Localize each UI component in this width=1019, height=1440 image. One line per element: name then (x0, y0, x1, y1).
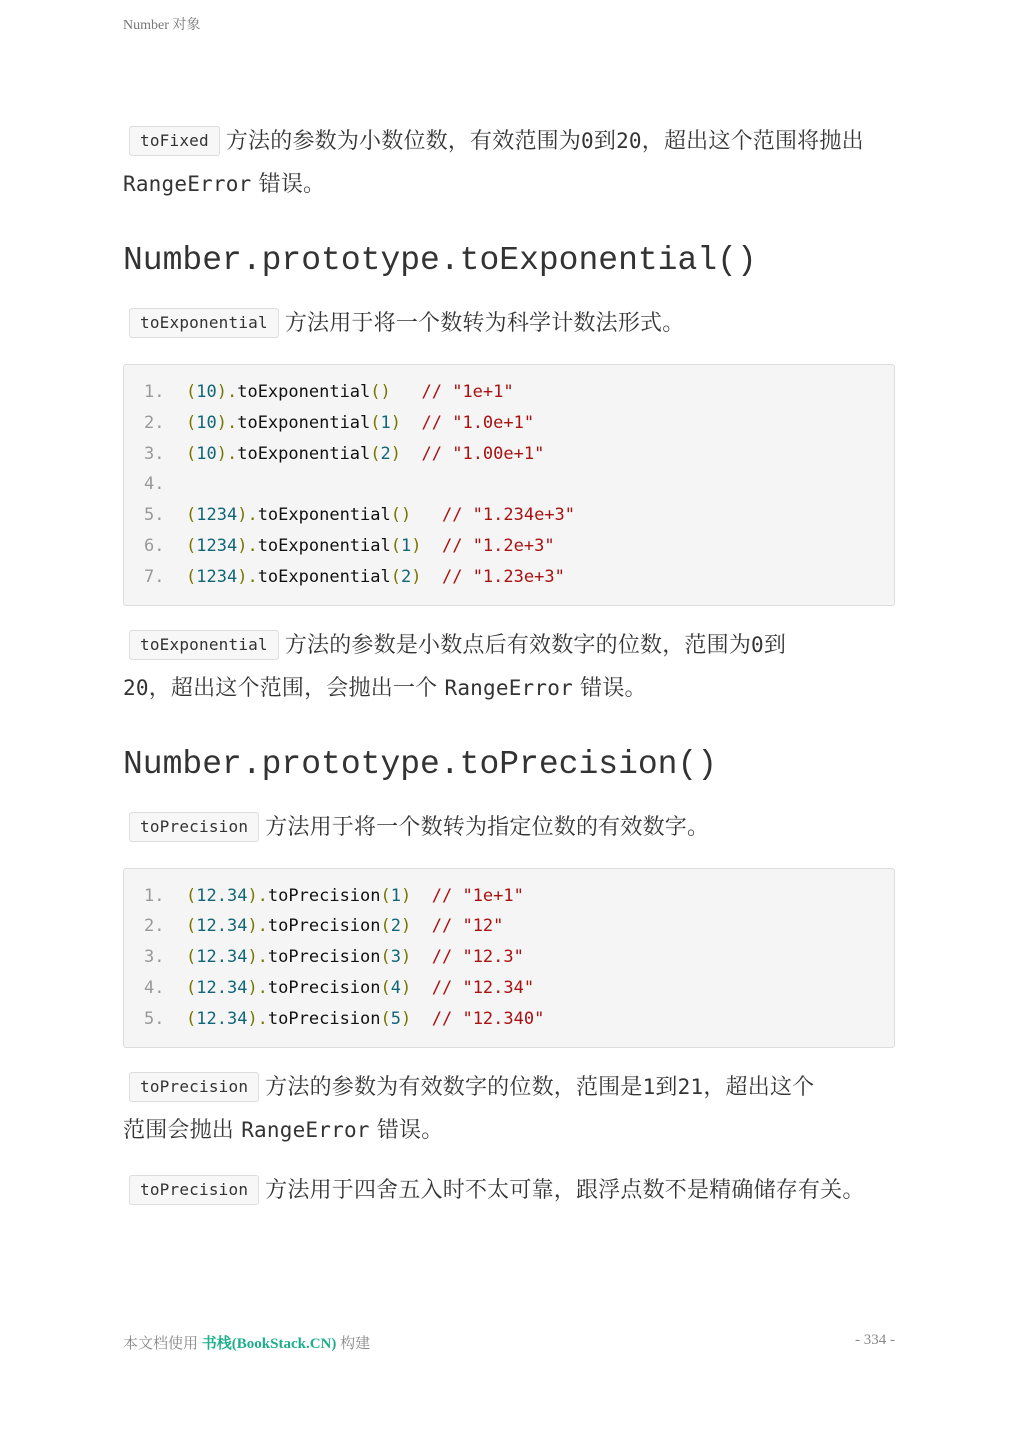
code-token: ( (370, 382, 381, 402)
code-token: ( (186, 443, 197, 464)
code-token: ). (247, 947, 268, 968)
line-number: 5. (144, 505, 165, 526)
code-token: toPrecision (267, 977, 381, 998)
code-token: ( (390, 535, 401, 556)
line-number: 1. (144, 382, 165, 402)
code-token: toPrecision (267, 916, 381, 937)
code-token: // "1e+1" (431, 885, 524, 906)
code-token: ). (247, 916, 268, 937)
code-token: ( (380, 885, 391, 906)
code-token: // "1.0e+1" (421, 412, 535, 433)
code-token: 10 (196, 443, 217, 464)
code-token: ( (186, 566, 197, 587)
code-token (391, 382, 422, 402)
code-token: ). (237, 505, 258, 526)
code-token: ( (370, 412, 381, 433)
code-line (144, 911, 894, 942)
code-token: 12.34 (196, 916, 248, 937)
code-token: 12.34 (196, 977, 248, 998)
code-token: toExponential (237, 412, 371, 433)
code-block-toexponential (123, 364, 895, 606)
toprecision-intro: toPrecision 方法用于将一个数转为指定位数的有效数字。 (123, 807, 895, 849)
code-token (422, 567, 442, 587)
code-token: toPrecision (267, 885, 381, 906)
code-token: 10 (196, 382, 217, 402)
line-number: 7. (144, 566, 165, 587)
code-token: ( (186, 535, 197, 556)
code-token: ( (186, 885, 197, 906)
code-token: ( (186, 505, 197, 526)
code-token: 1234 (196, 505, 238, 526)
code-token: ). (237, 535, 258, 556)
code-token (411, 916, 431, 936)
code-token: // "1.234e+3" (441, 505, 576, 526)
code-token: 3 (390, 947, 402, 968)
code-token (422, 536, 442, 556)
code-token: ). (247, 1008, 268, 1029)
code-token (411, 886, 431, 906)
code-token: 12.34 (196, 1008, 248, 1029)
section-heading-toprecision: Number.prototype.toPrecision() (123, 745, 718, 783)
code-token: toExponential (237, 382, 371, 402)
code-token: 4 (390, 977, 402, 998)
code-token: ) (380, 382, 391, 402)
line-number: 3. (144, 947, 165, 968)
code-token: ). (216, 443, 238, 464)
inline-code-toexponential: toExponential (129, 630, 279, 660)
code-token: 1 (390, 885, 402, 906)
code-line (144, 377, 894, 408)
code-token (411, 505, 442, 525)
code-token: 5 (390, 1008, 402, 1029)
code-token (411, 1009, 431, 1029)
code-token: ) (401, 505, 412, 526)
code-token: ). (247, 885, 268, 906)
code-line (144, 500, 894, 531)
code-line (144, 1004, 894, 1035)
line-number: 4. (144, 474, 165, 495)
code-token: 1 (380, 412, 391, 433)
code-token: // "1.00e+1" (421, 443, 545, 464)
code-line (144, 439, 894, 470)
code-block-toprecision (123, 868, 895, 1048)
code-lines (144, 881, 894, 1035)
code-token: ( (370, 443, 381, 464)
code-line (144, 973, 894, 1004)
page-footer: 本文档使用 书栈(BookStack.CN) 构建 - 334 - (123, 1332, 895, 1352)
code-token: 12.34 (196, 885, 248, 906)
tofixed-range-paragraph: toFixed 方法的参数为小数位数，有效范围为0到20，超出这个范围将抛出 RangeError 错误。 (123, 120, 895, 206)
code-token: // "12.340" (431, 1008, 545, 1029)
line-number: 5. (144, 1008, 165, 1029)
code-token: toExponential (257, 535, 391, 556)
line-number: 2. (144, 412, 165, 433)
code-token: ( (186, 412, 197, 433)
code-token: 12.34 (196, 947, 248, 968)
code-token: toPrecision (267, 1008, 381, 1029)
code-token: 2 (401, 566, 412, 587)
code-token: // "1.2e+3" (441, 535, 555, 556)
code-token: ( (390, 566, 401, 587)
code-token: ) (401, 947, 412, 968)
toprecision-rounding-note: toPrecision 方法用于四舍五入时不太可靠，跟浮点数不是精确储存有关。 (123, 1170, 895, 1212)
content (123, 120, 895, 1212)
code-token: toPrecision (267, 947, 381, 968)
code-line (144, 469, 894, 500)
code-token: toExponential (257, 566, 391, 587)
code-token: ). (247, 977, 268, 998)
line-number: 2. (144, 916, 165, 937)
code-token: ( (380, 916, 391, 937)
code-token (411, 947, 431, 967)
error-name: RangeError (444, 675, 573, 700)
code-token (401, 413, 421, 433)
bookstack-link[interactable]: 书栈(BookStack.CN) (201, 1336, 337, 1352)
code-line (144, 562, 894, 593)
code-line (144, 408, 894, 439)
code-token: ( (380, 947, 391, 968)
section-heading-toexponential: Number.prototype.toExponential() (123, 242, 757, 279)
code-token: ) (411, 566, 422, 587)
inline-code-toprecision: toPrecision (129, 1175, 259, 1205)
inline-code-toprecision: toPrecision (129, 1072, 259, 1102)
code-line (144, 881, 894, 912)
code-token: ) (401, 977, 412, 998)
code-token: toExponential (237, 443, 371, 464)
code-token: ). (237, 566, 258, 587)
page-number: - 334 - (855, 1332, 895, 1348)
code-token: ) (401, 1008, 412, 1029)
error-name: RangeError (123, 172, 252, 196)
code-token: ( (186, 977, 197, 998)
code-token: ( (380, 1008, 391, 1029)
code-line (144, 942, 894, 973)
code-token: // "12" (431, 916, 504, 937)
code-token: 1 (401, 535, 412, 556)
code-token: 10 (196, 412, 217, 433)
code-token: 1234 (196, 566, 238, 587)
code-token: toExponential (257, 505, 391, 526)
code-token: 2 (380, 443, 391, 464)
line-number: 4. (144, 977, 165, 998)
code-token: ( (380, 977, 391, 998)
code-token (401, 444, 421, 464)
code-token: // "12.3" (431, 947, 524, 968)
inline-code-toexponential: toExponential (129, 308, 279, 338)
code-token: // "1e+1" (421, 382, 514, 402)
inline-code-toprecision: toPrecision (129, 812, 259, 842)
code-token: ( (186, 382, 197, 402)
code-token: ) (401, 916, 412, 937)
line-number: 1. (144, 885, 165, 906)
code-token: ( (186, 1008, 197, 1029)
code-token: ) (390, 443, 402, 464)
line-number: 3. (144, 443, 165, 464)
code-token: ) (390, 412, 402, 433)
toexponential-note: toExponential 方法的参数是小数点后有效数字的位数，范围为0到 20，超出这个范围，会抛出一个 RangeError 错误。 (123, 624, 895, 710)
page-header: Number 对象 (123, 18, 201, 33)
range-note-tail: 范围会抛出 (123, 1117, 235, 1143)
toprecision-range-note: toPrecision 方法的参数为有效数字的位数，范围是1到21，超出这个 范围会抛出 RangeError 错误。 (123, 1066, 895, 1152)
code-token: 1234 (196, 535, 238, 556)
code-token: ( (186, 916, 197, 937)
code-token: 2 (390, 916, 402, 937)
code-token: // "1.23e+3" (441, 566, 565, 587)
code-line (144, 531, 894, 562)
code-token: ). (216, 412, 238, 433)
code-token (411, 978, 431, 998)
toexponential-intro: toExponential 方法用于将一个数转为科学计数法形式。 (123, 303, 895, 345)
code-token: ( (390, 505, 401, 526)
line-number: 6. (144, 535, 165, 556)
inline-code-tofixed: toFixed (129, 126, 220, 156)
code-token: ( (186, 947, 197, 968)
code-token: ) (411, 535, 422, 556)
code-lines (144, 377, 894, 593)
code-token: ). (216, 382, 238, 402)
code-token: ) (401, 885, 412, 906)
error-name: RangeError (241, 1117, 370, 1142)
code-token: // "12.34" (431, 977, 535, 998)
